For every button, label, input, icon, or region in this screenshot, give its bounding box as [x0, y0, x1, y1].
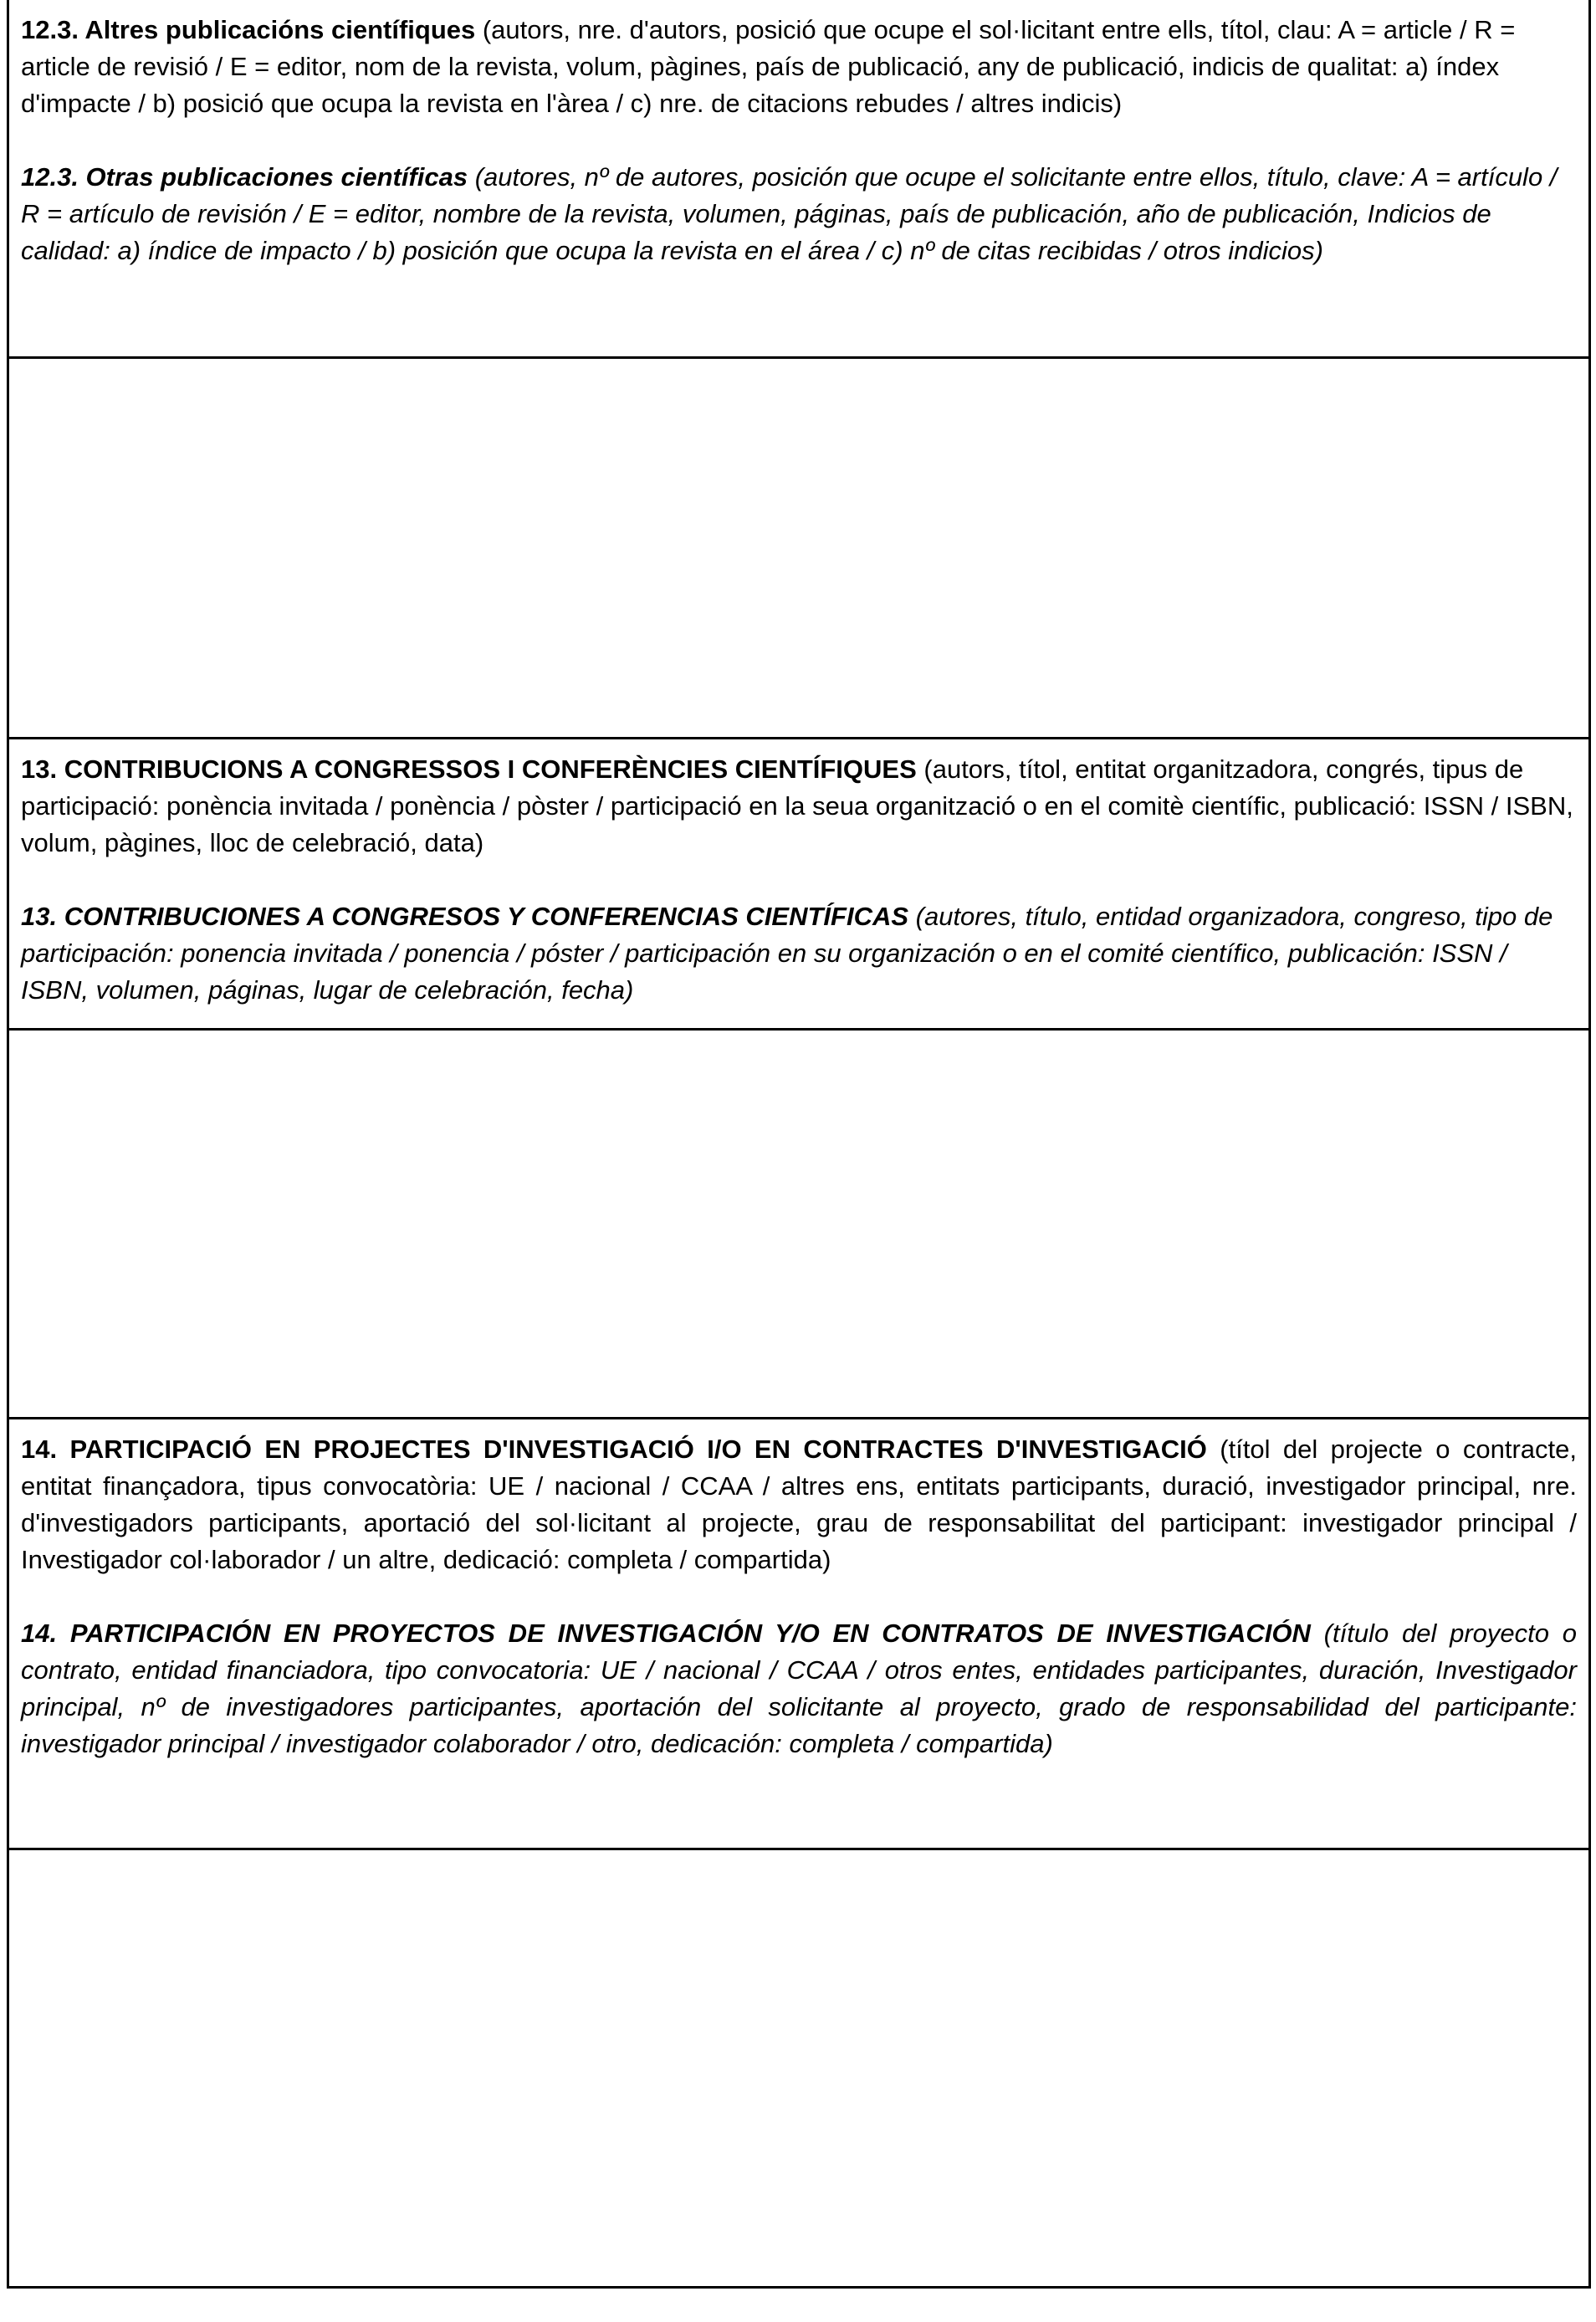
section-14-header	[9, 1419, 1588, 1850]
section-12-3-title-es: 12.3. Otras publicaciones científicas	[21, 162, 468, 192]
section-12-3-answer-field[interactable]	[9, 359, 1588, 739]
cv-form-table	[7, 0, 1591, 2289]
section-12-3-description	[9, 0, 1588, 283]
section-14-text-es	[21, 1615, 1577, 1762]
section-12-3-text-es	[21, 159, 1577, 269]
section-13-title-es: 13. CONTRIBUCIONES A CONGRESOS Y CONFERENCIAS CIENTÍFICAS	[21, 902, 909, 931]
section-14-title-es: 14. PARTICIPACIÓN EN PROYECTOS DE INVESTIGACIÓN Y/O EN CONTRATOS DE INVESTIGACIÓN	[21, 1619, 1311, 1648]
section-12-3-header	[9, 0, 1588, 359]
section-13-answer-field[interactable]	[9, 1031, 1588, 1419]
section-13-text-ca	[21, 751, 1577, 862]
section-14-description	[9, 1419, 1588, 1776]
section-12-3-description-ca: (autors, nre. d'autors, posició que ocupe el sol·licitant entre ells, títol, clau: A = article / R = article de revisió / E = editor, nom de la revista, volum, pàgines, país de publicació, any de publicació, indicis de qualitat: a) índex d'impacte / b) posició que ocupa la revista en l'àrea / c) nre. de citacions rebudes / altres indicis)	[21, 15, 1516, 118]
section-12-3-title-ca: 12.3. Altres publicacións científiques	[21, 15, 476, 44]
section-13-description-es: (autores, título, entidad organizadora, congreso, tipo de participación: ponencia invitada / ponencia / póster / participación en su organización o en el comité científico, publicación: ISSN / ISBN, volumen, páginas, lugar de celebración, fecha)	[21, 902, 1553, 1005]
section-12-3-description-es: (autores, nº de autores, posición que ocupe el solicitante entre ellos, título, clave: A = artículo / R = artículo de revisión / E = editor, nombre de la revista, volumen, páginas, país de publicación, año de publicación, Indicios de calidad: a) índice de impacto / b) posición que ocupa la revista en el área / c) nº de citas recibidas / otros indicios)	[21, 162, 1558, 265]
section-12-3-text-ca	[21, 12, 1577, 122]
section-13-title-ca: 13. CONTRIBUCIONS A CONGRESSOS I CONFERÈNCIES CIENTÍFIQUES	[21, 754, 917, 784]
section-14-description-es: (título del proyecto o contrato, entidad financiadora, tipo convocatoria: UE / nacional / CCAA / otros entes, entidades participantes, duración, Investigador principal, nº de investigadores participantes, aportación del solicitante al proyecto, grado de responsabilidad del participante: investigador principal / investigador colaborador / otro, dedicación: completa / compartida)	[21, 1619, 1577, 1758]
section-14-title-ca: 14. PARTICIPACIÓ EN PROJECTES D'INVESTIGACIÓ I/O EN CONTRACTES D'INVESTIGACIÓ	[21, 1435, 1207, 1464]
section-14-answer-field[interactable]	[9, 1850, 1588, 2286]
section-13-description-ca: (autors, títol, entitat organitzadora, congrés, tipus de participació: ponència invitada / ponència / pòster / participació en la seua organització o en el comitè científic, publicació: ISSN / ISBN, volum, pàgines, lloc de celebració, data)	[21, 754, 1573, 857]
section-14-text-ca	[21, 1431, 1577, 1578]
section-13-header	[9, 739, 1588, 1031]
section-13-description	[9, 739, 1588, 1022]
section-14-description-ca: (títol del projecte o contracte, entitat finançadora, tipus convocatòria: UE / nacional / CCAA / altres ens, entitats participants, duració, investigador principal, nre. d'investigadors participants, aportació del sol·licitant al projecte, grau de responsabilitat del participant: investigador principal / Investigador col·laborador / un altre, dedicació: completa / compartida)	[21, 1435, 1577, 1574]
section-13-text-es	[21, 898, 1577, 1009]
